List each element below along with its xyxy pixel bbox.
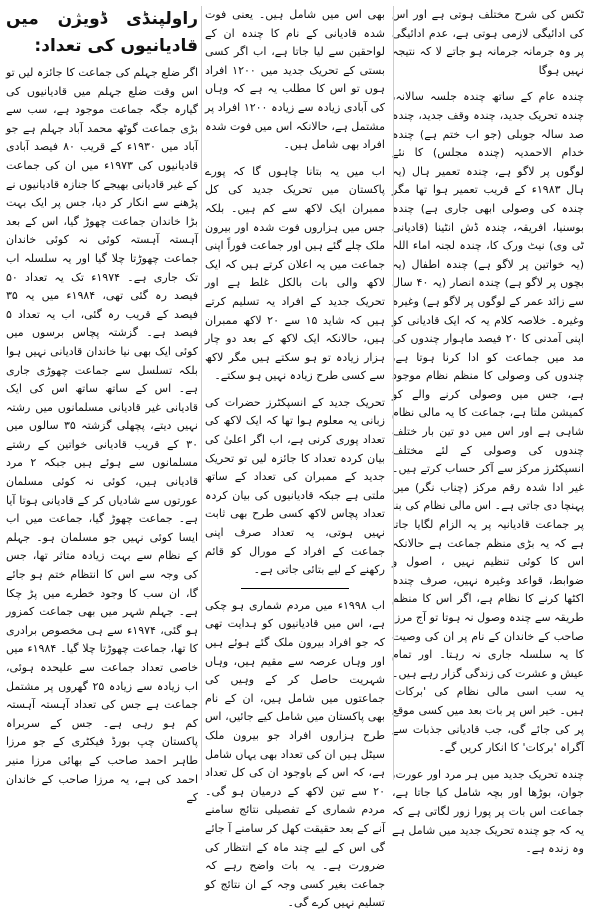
- paragraph: تحریک جدید کے انسپکٹرز حضرات کی زبانی یہ معلوم ہوا تھا کہ ایک لاکھ کی تعداد پوری کرنی ہے، اب اگر اعلیٰ کی بیان کردہ تعداد کا جائزہ لیں تو تحریک جدید کے ممبران کی تعداد کے ساتھ ملتی ہے جبکہ قادیانیوں کی بیان کردہ تعداد پچاس لاکھ کسی طرح بھی ثابت نہیں ہوتی، یہ تعداد صرف اپنی جماعت کے افراد کے مورال کو قائم رکھنے کے لیے بتائی جاتی ہے۔: [205, 395, 385, 577]
- article-column-left: [6, 6, 198, 808]
- section-divider: [241, 588, 349, 589]
- article-column-middle: [205, 6, 385, 913]
- paragraph: اب ۱۹۹۸ء میں مردم شماری ہو چکی ہے، اس میں قادیانیوں کو ہدایت تھی کہ جو افراد بیرون ملک گئے ہوئے ہیں اور وہاں عرصہ سے مقیم ہیں، وہاں شہریت حاصل کر کے وہیں کی جماعتوں میں شامل ہیں، ان کے نام بھی پاکستان میں شامل کیے جائیں، اس طرح ہزاروں افراد جو بیرون ملک سیٹل ہیں ان کی تعداد بھی یہاں شامل ہے، کہ اس کے باوجود ان کی کل تعداد ۲۰ سے تین لاکھ کے درمیان ہو گی۔ مردم شماری کے تفصیلی نتائج سامنے آنے کے بعد حقیقت کھل کر سامنے آ جائے گی اس کے لیے چند ماہ کے انتظار کی ضرورت ہے۔ یہ بات واضح رہے کہ جماعت بغیر کسی وجہ کے ان نتائج کو تسلیم نہیں کرے گی۔: [205, 598, 385, 910]
- column-divider: [393, 6, 394, 780]
- paragraph: چندہ تحریک جدید میں ہر مرد اور عورت، جوان، بوڑھا اور بچہ شامل کیا جاتا ہے، جماعت اس بات پر پورا زور لگاتی ہے کہ یہ کہ جو چندہ تحریک جدید میں شامل ہے وہ زندہ ہے۔: [392, 767, 584, 856]
- paragraph: چندہ عام کے ساتھ چندہ جلسہ سالانہ، چندہ تحریک جدید، چندہ وقف جدید، چندہ صد سالہ جوبلی (جو اب ختم ہے) چندہ خدام الاحمدیہ (چندہ مجلس) کا نئے لوگوں پر لاگو ہے، چندہ تعمیر ہال (یہ ہال ۱۹۸۳ء کے قریب تعمیر ہوا تھا مگر چندہ کی وصولی ابھی جاری ہے) چندہ بوسنیا، افریقہ، چندہ ڈش انٹینا (قادیانی ٹی وی) نیٹ ورک کا، چندہ لجنہ اماء اللہ (یہ خواتین پر لاگو ہے) چندہ اطفال (یہ بچوں پر لاگو ہے) چندہ انصار (یہ ۴۰ سال سے زائد عمر کے لوگوں پر لاگو ہے) وغیرہ وغیرہ۔ خلاصہ کلام یہ کہ ایک قادیانی کو اپنی آمدنی کا ۲۰ فیصد ماہوار چندوں کی مد میں جماعت کو ادا کرنا ہوتا ہے، چندوں کی وصولی کا منظم نظام موجود ہے، جس میں وصولی کرنے والے کو کمیشن ملتا ہے، جماعت کا یہ مالی نظام شاہی ہے اور اس میں دو تین بار ختلف چندوں کی وصولی کے لئے مختلف انسپکٹرز مرکز سے آکر حساب کرتے ہیں۔ غیر ادا شدہ رقم مرکز (چناب نگر) میں پہنچا دی جاتی ہے۔ اس مالی نظام کی بنا پر جماعت قادیانیہ پر یہ الزام لگایا جاتا ہے کہ یہ بڑی منظم جماعت ہے حالانکہ اس کا کوئی تنظیم نہیں ، اصول و ضوابط، قواعد وغیرہ نہیں، صرف چندہ اکٹھا کرنے کا نظام ہے، اگر اس کا منظم طریقہ سے چندہ وصول نہ ہوتا تو آج مرزا صاحب کے خاندان کے نام پر ان کی وصیت کا یہ سلسلہ جاری نہ رہتا۔ اور تمام عیش و عشرت کی زندگی گزار رہے ہیں۔ یہ سب اسی مالی نظام کی 'برکات' ہیں۔ خیر اس پر بات بعد میں کسی موقع پر کی جائے گی، جب قادیانی جذبات سے آگراہ 'برکات' کا انکار کریں گے۔: [392, 90, 584, 755]
- paragraph: اگر ضلع جہلم کی جماعت کا جائزہ لیں تو اس وقت ضلع جہلم میں قادیانیوں کی گیارہ جگہ جماعت موجود ہے، سب سے بڑی جماعت گوٹھ محمد آباد جہلم ہے جو آباد میں ۱۹۳۰ء کے قریب ۸۰ فیصد آبادی قادیانیوں کی ۱۹۷۳ء میں ان کی جماعت کے غیر قادیانی بھیجے کا جنازہ قادیانیوں نے پڑھنے سے انکار کر دیا، جس پر ایک بہت بڑا خاندان جماعت چھوڑ گیا، اس کے بعد آہستہ آہستہ کوئی نہ کوئی خاندان جماعت چھوڑتا چلا گیا اور یہ سلسلہ اب تک جاری ہے۔ ۱۹۷۴ء تک یہ تعداد ۵۰ فیصد رہ گئی تھی، ۱۹۸۴ء میں یہ ۳۵ فیصد کے قریب رہ گئی، اب یہ تعداد ۵ فیصد ہے۔ گزشتہ پچاس برسوں میں کوئی ایک بھی نیا خاندان قادیانی نہیں ہوا بلکہ تسلسل سے جماعت چھوڑی جاری ہے۔ اس کے ساتھ ساتھ اس کی ایک قادیانی غیر قادیانی مسلمانوں میں رشتہ نہیں دیتے، پچھلی گزشتہ ۳۵ سالوں میں ۳۰ کے قریب قادیانی خواتین کے رشتے مسلمانوں سے ہوئے ہیں جبکہ ۲ مرد قادیانی ہیں، کوئی نہ کوئی مسلمان عورتوں سے شادیاں کر کے قادیانی ہوتا آیا ہے۔ جماعت چھوڑ گیا، جماعت میں اب ایسا کوئی نہیں جو مسلمان ہو۔ جہلم کے نظام سے بہت زیادہ متاثر تھا، جس کی وجہ سے اس کا انتظام ختم ہو جائے گا، ان سب کا وجود خطرے میں پڑ چکا ہے۔ جہلم شہر میں بھی جماعت کمزور ہو گئی، ۱۹۷۴ء سے ہی مخصوص برادری کا تھا، جماعت چھوڑتا چلا گیا۔ ۱۹۸۴ء میں خاصی تعداد جماعت سے علیحدہ ہوئی، اب زیادہ سے زیادہ ۲۵ گھروں پر مشتمل جماعت ہے جس کی تعداد آہستہ آہستہ کم ہو رہی ہے۔ جس کے سربراہ پاکستان چپ بورڈ فیکٹری کے جو مرزا طاہر احمد صاحب کے بھائی مرزا منیر احمد کی ہے، یہ مرزا صاحب کے خاندان کے: [6, 66, 199, 805]
- article-column-right: [392, 6, 584, 859]
- section-heading: راولپنڈی ڈویژن میں قادیانیوں کی تعداد:: [6, 9, 198, 56]
- paragraph: ٹکس کی شرح مختلف ہوتی ہے اور اس کی ادائیگی لازمی ہوتی ہے، عدم ادائیگی پر وہ جرمانہ جرمانہ ہو جاتے لا کہ نتیجہ نہیں ہوگا: [392, 8, 584, 77]
- column-divider: [201, 6, 202, 780]
- paragraph: اب میں یہ بتانا چاہوں گا کہ پورے پاکستان میں تحریک جدید کی کل ممبران ایک لاکھ سے کم ہیں۔ بلکہ جس میں ہزاروں فوت شدہ اور بیرون ملک چلے گئے ہیں اور جماعت فوراً اپنی جماعت میں یہ اعلان کرتے ہیں کہ ایک لاکھ والی بات بالکل غلط ہے اور تحریک جدید کے افراد یہ تسلیم کرتے ہیں کہ شاید ۱۵ سے ۲۰ لاکھ ممبران ہیں، حالانکہ ایک لاکھ کے بعد دو چار ہزار زیادہ تو ہو سکتے ہیں مگر لاکھ سے کسی طرح زیادہ نہیں ہو سکتے۔: [205, 164, 386, 383]
- paragraph: بھی اس میں شامل ہیں۔ یعنی فوت شدہ قادیانی کے نام کا چندہ ان کے لواحقین سے لیا جاتا ہے، اب اگر کسی بستی کے تحریک جدید میں ۱۲۰۰ افراد ہوں تو اس کا مطلب یہ ہے کہ وہاں کی آبادی زیادہ سے زیادہ ۱۲۰۰ افراد پر مشتمل ہے، حالانکہ اس میں فوت شدہ افراد بھی شامل ہیں۔: [205, 8, 385, 152]
